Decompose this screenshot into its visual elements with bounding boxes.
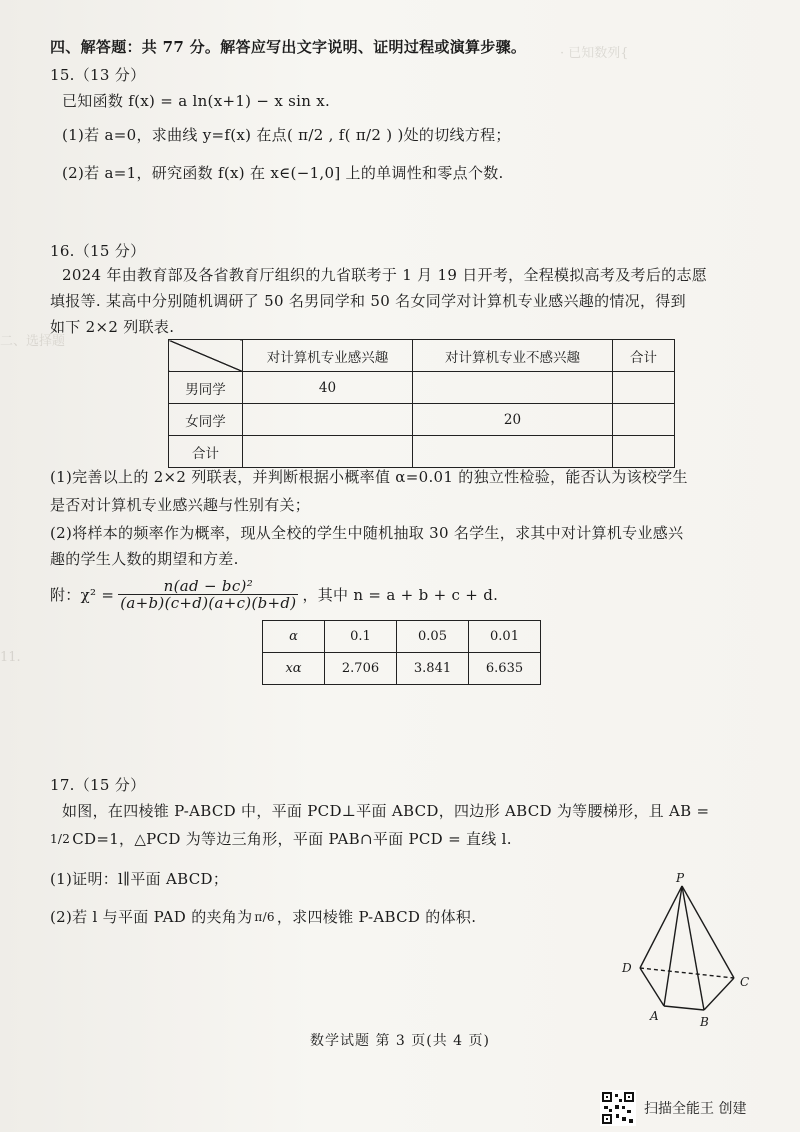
table-header: 合计 (613, 340, 675, 372)
edge-DC-hidden (640, 968, 734, 978)
half-fraction: 1/2 (50, 831, 71, 846)
table-cell: 2.706 (325, 653, 397, 685)
q16-part1-line2: 是否对计算机专业感兴趣与性别有关； (50, 496, 311, 514)
q17-number: 17.（15 分） (50, 776, 146, 794)
page-footer: 数学试题 第 3 页(共 4 页) (310, 1033, 490, 1049)
table-cell: 40 (243, 372, 413, 404)
row-label: 合计 (169, 436, 243, 468)
row-label: 女同学 (169, 404, 243, 436)
table-row (263, 653, 541, 685)
label-P: P (676, 871, 685, 885)
q16-part1-line1: (1)完善以上的 2×2 列联表，并判断根据小概率值 α=0.01 的独立性检验，能否认为该校学生 (50, 468, 688, 486)
table-cell: 20 (413, 404, 613, 436)
formula-suffix: ，其中 n = a + b + c + d. (302, 586, 499, 604)
q16-stem-line3: 如下 2×2 列联表. (50, 318, 175, 336)
bleed-through-text: · 已知数列{ (560, 46, 629, 61)
q15-part2: (2)若 a=1，研究函数 f(x) 在 x∈(−1,0] 上的单调性和零点个数. (62, 164, 504, 182)
scanner-brand-text: 扫描全能王 创建 (644, 1101, 747, 1117)
table-cell (243, 404, 413, 436)
q16-part2-line2: 趣的学生人数的期望和方差. (50, 550, 239, 568)
q15-part1: (1)若 a=0，求曲线 y=f(x) 在点( π/2 , f( π/2 ) )处的切线方程； (62, 126, 511, 144)
formula-denominator: (a+b)(c+d)(a+c)(b+d) (120, 594, 297, 612)
q17-part2-wrap (50, 906, 476, 927)
label-D: D (622, 961, 632, 975)
table-cell (243, 436, 413, 468)
table-cell: 0.01 (469, 621, 541, 653)
table-cell (613, 404, 675, 436)
table-row (169, 372, 675, 404)
qr-code-icon (600, 1090, 636, 1126)
table-cell (413, 372, 613, 404)
edge-BC (704, 978, 734, 1010)
edge-DA (640, 968, 664, 1006)
formula-prefix: 附：χ² = (50, 586, 115, 604)
section-heading: 四、解答题：共 77 分。解答应写出文字说明、证明过程或演算步骤。 (50, 38, 527, 56)
row-label: α (263, 621, 325, 653)
table-cell (613, 372, 675, 404)
q17-part2-b: ，求四棱锥 P-ABCD 的体积. (276, 908, 477, 926)
formula-fraction (118, 578, 298, 611)
table-row (263, 621, 541, 653)
table-cell: 6.635 (469, 653, 541, 685)
table-row (169, 436, 675, 468)
label-A: A (650, 1009, 659, 1023)
table-cell (413, 436, 613, 468)
chi-square-formula (50, 578, 498, 611)
q16-part2-line1: (2)将样本的频率作为概率，现从全校的学生中随机抽取 30 名学生，求其中对计算机专业感兴 (50, 524, 684, 542)
row-label: 男同学 (169, 372, 243, 404)
bleed-through-text: 二、选择题 (0, 334, 66, 349)
edge-AB (664, 1006, 704, 1010)
label-C: C (740, 975, 750, 989)
q15-stem: 已知函数 f(x) = a ln(x+1) − x sin x. (62, 92, 331, 110)
table-header: 对计算机专业不感兴趣 (413, 340, 613, 372)
q17-stem-line1: 如图，在四棱锥 P-ABCD 中，平面 PCD⊥平面 ABCD，四边形 ABCD 为等腰梯形，且 AB = (62, 802, 710, 820)
q16-stem-line2: 填报等. 某高中分别随机调研了 50 名男同学和 50 名女同学对计算机专业感兴趣的情况，得到 (50, 292, 686, 310)
row-label: xα (263, 653, 325, 685)
q17-part1: (1)证明：l∥平面 ABCD； (50, 870, 229, 888)
q15-number: 15.（13 分） (50, 66, 146, 84)
table-row (169, 404, 675, 436)
q17-part2-a: (2)若 l 与平面 PAD 的夹角为 (50, 908, 253, 926)
chi-critical-table (262, 620, 541, 685)
bleed-through-text: 11. (0, 650, 21, 665)
table-header: 对计算机专业感兴趣 (243, 340, 413, 372)
scanner-watermark (600, 1090, 746, 1126)
table-cell: 0.1 (325, 621, 397, 653)
q17-stem-line2-wrap (50, 828, 512, 849)
pyramid-figure (600, 870, 770, 1030)
table-cell: 0.05 (397, 621, 469, 653)
table-corner-cell (169, 340, 243, 372)
q17-angle: π/6 (254, 909, 275, 924)
table-cell: 3.841 (397, 653, 469, 685)
q17-stem-line2: CD=1，△PCD 为等边三角形，平面 PAB∩平面 PCD = 直线 l. (72, 830, 512, 848)
q16-stem-line1: 2024 年由教育部及各省教育厅组织的九省联考于 1 月 19 日开考，全程模拟高考及考后的志愿 (62, 266, 708, 284)
formula-numerator: n(ad − bc)² (118, 578, 298, 595)
table-cell (613, 436, 675, 468)
table-row (169, 340, 675, 372)
q16-number: 16.（15 分） (50, 242, 146, 260)
contingency-table (168, 339, 675, 468)
label-B: B (700, 1015, 709, 1029)
